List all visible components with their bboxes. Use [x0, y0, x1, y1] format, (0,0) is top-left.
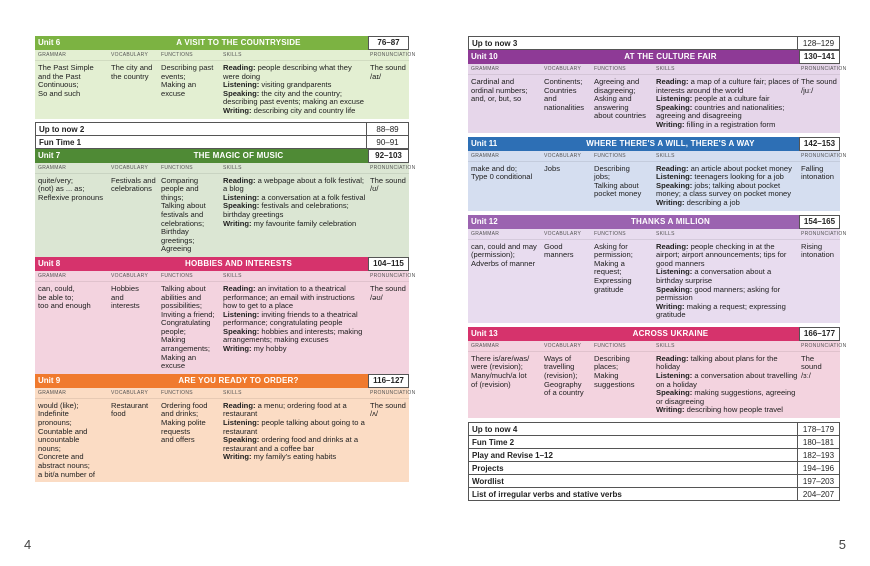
column-header-grammar: GRAMMAR — [38, 272, 67, 279]
column-header-pronunciation: PRONUNCIATION — [801, 342, 847, 349]
skill-line — [223, 285, 368, 311]
unit-row — [35, 282, 409, 374]
vocabulary-text: Good manners — [544, 241, 574, 260]
unit-block — [468, 50, 847, 133]
column-header-skills: SKILLS — [223, 272, 242, 279]
unit-title: ACROSS UKRAINE — [632, 328, 709, 338]
column-header-vocabulary: VOCABULARY — [111, 272, 149, 279]
skill-line — [656, 78, 799, 95]
functions-cell — [592, 165, 654, 208]
toc-entry-label: Play and Revise 1–12 — [472, 451, 553, 461]
column-header-functions: FUNCTIONS — [594, 342, 626, 349]
skill-text: hobbies and interests; making arrangements; making excuses — [223, 326, 363, 345]
skill-text: a menu; ordering food at a restaurant — [223, 400, 347, 419]
toc-entry-label: Fun Time 1 — [39, 137, 82, 147]
vocabulary-text: Continents; Countries and nationalities — [544, 77, 585, 112]
vocabulary-cell — [109, 177, 159, 254]
column-headers — [35, 50, 416, 61]
unit-header[interactable] — [468, 215, 840, 229]
toc-entry-label: Wordlist — [472, 477, 504, 487]
unit-row — [35, 174, 409, 257]
skills-cell — [654, 243, 799, 320]
unit-row — [35, 399, 409, 482]
skill-text: a conversation at a folk festival — [259, 192, 366, 202]
unit-row — [468, 162, 840, 211]
unit-pages: 92–103 — [368, 149, 409, 163]
column-header-grammar: GRAMMAR — [38, 389, 67, 396]
toc-entry[interactable] — [468, 435, 840, 449]
pronunciation-cell — [799, 165, 840, 208]
pronunciation-text: The sound /ʊ/ — [370, 175, 406, 194]
functions-text: Describing past events; Making an excuse — [161, 63, 214, 98]
column-header-skills: SKILLS — [223, 164, 242, 171]
grammar-cell — [35, 177, 109, 254]
toc-entry[interactable] — [468, 448, 840, 462]
skill-label: Reading: — [223, 63, 256, 72]
skill-line — [656, 406, 799, 415]
column-header-vocabulary: VOCABULARY — [544, 230, 582, 237]
column-header-grammar: GRAMMAR — [471, 152, 500, 159]
skill-line — [223, 328, 368, 345]
skill-label: Reading: — [656, 241, 689, 251]
skill-label: Reading: — [656, 353, 689, 363]
skill-text: an invitation to a theatrical performance; an email with instructions how to get to a place — [223, 283, 355, 311]
skills-cell — [654, 165, 799, 208]
column-header-functions: FUNCTIONS — [594, 230, 626, 237]
column-header-pronunciation: PRONUNCIATION — [370, 52, 416, 58]
unit-number: Unit 10 — [471, 52, 498, 61]
column-header-functions: FUNCTIONS — [161, 389, 193, 396]
pronunciation-text: The sound /ʌ/ — [370, 400, 406, 419]
unit-pages: 116–127 — [368, 374, 409, 388]
skill-line — [656, 104, 799, 121]
skill-label: Reading: — [656, 163, 689, 173]
toc-entry-label: Fun Time 2 — [472, 438, 515, 448]
column-header-grammar: GRAMMAR — [471, 230, 500, 237]
skill-line — [656, 199, 799, 208]
column-header-functions: FUNCTIONS — [161, 272, 193, 279]
toc-entry-pages: 178–179 — [797, 423, 839, 435]
unit-row — [35, 61, 409, 119]
pronunciation-cell — [368, 285, 409, 371]
vocabulary-text: The city and the country — [111, 63, 153, 81]
unit-row — [468, 240, 840, 323]
toc-entry[interactable] — [468, 36, 840, 50]
skills-cell — [221, 402, 368, 479]
skill-label: Writing: — [223, 452, 252, 462]
unit-title: A VISIT TO THE COUNTRYSIDE — [176, 38, 301, 47]
skill-label: Writing: — [223, 105, 252, 115]
column-header-functions: FUNCTIONS — [161, 52, 193, 58]
toc-entry-label: Up to now 4 — [472, 425, 518, 435]
column-headers — [468, 341, 847, 352]
skill-line — [656, 286, 799, 303]
unit-pages: 142–153 — [799, 137, 840, 151]
skill-text: filling in a registration form — [684, 119, 776, 129]
skills-cell — [654, 355, 799, 415]
functions-text: Ordering food and drinks; Making polite requests and offers — [161, 400, 208, 445]
grammar-text: make and do; Type 0 conditional — [471, 163, 533, 182]
functions-text: Describing places; Making suggestions — [594, 353, 635, 389]
unit-block — [35, 149, 416, 257]
functions-cell — [592, 78, 654, 130]
skill-text: making a request; expressing gratitude — [656, 301, 786, 320]
unit-block — [35, 36, 416, 119]
skill-text: good manners; asking for permission — [656, 284, 781, 303]
pronunciation-text: The sound /juː/ — [801, 77, 837, 95]
grammar-cell — [35, 402, 109, 479]
unit-title: AT THE CULTURE FAIR — [624, 52, 717, 61]
skill-text: a conversation about a birthday surprise — [656, 267, 772, 285]
skill-text: making suggestions, agreeing or disagreeing — [656, 388, 796, 406]
pronunciation-cell — [368, 177, 409, 254]
skill-label: Reading: — [223, 283, 256, 293]
skill-text: a conversation about travelling on a holiday — [656, 371, 798, 389]
unit-number: Unit 12 — [471, 216, 498, 226]
pronunciation-cell — [799, 78, 840, 130]
toc-entry[interactable] — [35, 135, 409, 149]
grammar-text: Cardinal and ordinal numbers; and, or, but, so — [471, 77, 528, 104]
right-page-contents — [468, 36, 847, 500]
toc-entry-label: List of irregular verbs and stative verbs — [472, 490, 622, 500]
unit-title: ARE YOU READY TO ORDER? — [178, 375, 299, 385]
unit-row — [468, 75, 840, 133]
grammar-text: would (like); Indefinite pronouns; Countable and uncountable nouns; Concrete and abstract nouns; a bit/a number of — [38, 400, 95, 479]
unit-number: Unit 13 — [471, 328, 498, 338]
column-header-vocabulary: VOCABULARY — [111, 52, 149, 58]
skill-text: an article about pocket money — [688, 163, 792, 173]
skill-text: my family's eating habits — [251, 452, 337, 462]
skill-line — [656, 243, 799, 269]
vocabulary-cell — [542, 243, 592, 320]
toc-entry-label: Projects — [472, 464, 504, 474]
column-header-skills: SKILLS — [656, 342, 675, 349]
skill-label: Speaking: — [656, 102, 693, 112]
skill-text: people describing what they were doing — [223, 63, 352, 81]
pronunciation-text: Falling intonation — [801, 163, 834, 182]
column-header-vocabulary: VOCABULARY — [544, 66, 582, 72]
functions-text: Comparing people and things; Talking about festivals and celebrations; Birthday greetings; Agreeing — [161, 175, 206, 254]
pronunciation-text: The sound /ɜː/ — [801, 353, 822, 381]
skill-line — [223, 311, 368, 328]
skill-text: describing city and country life — [251, 105, 356, 115]
functions-cell — [159, 402, 221, 479]
vocabulary-cell — [109, 285, 159, 371]
column-header-functions: FUNCTIONS — [594, 66, 626, 72]
unit-block — [468, 215, 847, 323]
grammar-text: quite/very; (not) as ... as; Reflexive pronouns — [38, 175, 104, 202]
unit-header[interactable] — [468, 50, 840, 64]
page-number-left: 4 — [24, 537, 32, 552]
vocabulary-cell — [109, 64, 159, 116]
skill-text: visiting grandparents — [259, 80, 332, 90]
skill-text: my favourite family celebration — [251, 218, 357, 228]
skill-text: a map of a culture fair; places of interests around the world — [656, 77, 799, 95]
toc-entry-pages: 90–91 — [366, 136, 408, 148]
toc-entry-pages: 128–129 — [797, 37, 839, 49]
pronunciation-cell — [799, 243, 840, 320]
column-header-functions: FUNCTIONS — [161, 164, 193, 171]
column-header-functions: FUNCTIONS — [594, 152, 626, 159]
column-header-grammar: GRAMMAR — [471, 342, 500, 349]
column-header-grammar: GRAMMAR — [38, 164, 67, 171]
toc-entry-pages: 182–193 — [797, 449, 839, 461]
skill-label: Writing: — [656, 405, 685, 415]
column-header-pronunciation: PRONUNCIATION — [801, 230, 847, 237]
grammar-cell — [468, 243, 542, 320]
column-header-pronunciation: PRONUNCIATION — [370, 389, 416, 396]
skill-text: describing how people travel — [684, 405, 783, 415]
unit-pages: 130–141 — [799, 50, 840, 64]
skill-text: jobs; talking about pocket money; a class survey on pocket money — [656, 180, 792, 199]
column-header-vocabulary: VOCABULARY — [544, 342, 582, 349]
skill-line — [223, 177, 368, 194]
skills-cell — [221, 64, 368, 116]
column-header-pronunciation: PRONUNCIATION — [370, 164, 416, 171]
column-header-pronunciation: PRONUNCIATION — [370, 272, 416, 279]
skill-label: Writing: — [223, 344, 252, 354]
skill-label: Listening: — [223, 80, 260, 90]
toc-entry-pages: 204–207 — [797, 488, 839, 500]
skills-cell — [221, 285, 368, 371]
skill-text: describing a job — [684, 197, 740, 207]
grammar-cell — [468, 78, 542, 130]
skill-line — [656, 355, 799, 372]
skills-cell — [654, 78, 799, 130]
toc-entry-pages: 194–196 — [797, 462, 839, 474]
functions-cell — [592, 243, 654, 320]
skill-label: Speaking: — [223, 326, 260, 336]
unit-number: Unit 6 — [38, 38, 61, 47]
skill-line — [223, 64, 368, 81]
left-page-contents — [35, 36, 416, 482]
grammar-cell — [468, 355, 542, 415]
column-header-vocabulary: VOCABULARY — [111, 164, 149, 171]
skill-text: talking about plans for the holiday — [656, 353, 778, 372]
unit-header[interactable] — [35, 36, 409, 50]
unit-title: WHERE THERE'S A WILL, THERE'S A WAY — [586, 138, 755, 148]
skill-label: Listening: — [223, 192, 260, 202]
vocabulary-text: Festivals and celebrations — [111, 175, 156, 194]
skill-label: Writing: — [223, 218, 252, 228]
skill-line — [223, 220, 368, 229]
functions-cell — [592, 355, 654, 415]
unit-block — [35, 257, 416, 374]
unit-header[interactable] — [35, 374, 409, 388]
skill-label: Reading: — [223, 175, 256, 185]
vocabulary-cell — [542, 78, 592, 130]
skill-label: Listening: — [223, 309, 260, 319]
vocabulary-cell — [542, 165, 592, 208]
skill-text: my hobby — [251, 344, 287, 354]
toc-entry-pages: 180–181 — [797, 436, 839, 448]
unit-pages: 104–115 — [368, 257, 409, 271]
pronunciation-text: The sound /aɪ/ — [370, 63, 406, 81]
skill-text: people talking about going to a restaurant — [223, 418, 365, 436]
toc-entry[interactable] — [468, 422, 840, 436]
toc-entry[interactable] — [468, 487, 840, 501]
toc-entry[interactable] — [468, 474, 840, 488]
unit-block — [35, 374, 416, 482]
toc-entry[interactable] — [35, 122, 409, 136]
skill-text: teenagers looking for a job — [692, 172, 784, 182]
unit-title: THE MAGIC OF MUSIC — [193, 150, 284, 160]
functions-text: Describing jobs; Talking about pocket money — [594, 163, 642, 199]
skill-line — [223, 402, 368, 419]
toc-entry-pages: 197–203 — [797, 475, 839, 487]
column-header-skills: SKILLS — [223, 389, 242, 396]
column-headers — [468, 229, 847, 240]
unit-block — [468, 137, 847, 211]
unit-header[interactable] — [468, 137, 840, 151]
unit-number: Unit 8 — [38, 258, 61, 268]
grammar-text: can, could, be able to; too and enough — [38, 283, 91, 311]
skill-line — [656, 303, 799, 320]
grammar-text: can, could and may (permission); Adverbs of manner — [471, 241, 537, 268]
skill-line — [656, 121, 799, 130]
skill-label: Listening: — [656, 94, 693, 104]
toc-entry-pages: 88–89 — [366, 123, 408, 135]
skill-label: Speaking: — [223, 435, 260, 445]
skill-line — [656, 268, 799, 285]
column-header-pronunciation: PRONUNCIATION — [801, 152, 847, 159]
skill-line — [656, 372, 799, 389]
skills-cell — [221, 177, 368, 254]
unit-header[interactable] — [468, 327, 840, 341]
unit-header[interactable] — [35, 149, 409, 163]
column-header-vocabulary: VOCABULARY — [111, 389, 149, 396]
vocabulary-text: Hobbies and interests — [111, 283, 140, 311]
skill-label: Speaking: — [223, 201, 260, 211]
skill-text: people at a culture fair — [692, 94, 770, 104]
skill-line — [223, 453, 368, 462]
functions-cell — [159, 285, 221, 371]
column-header-grammar: GRAMMAR — [471, 66, 500, 72]
skill-line — [223, 107, 368, 116]
toc-entry-label: Up to now 2 — [39, 124, 85, 134]
skill-label: Listening: — [656, 267, 693, 277]
unit-number: Unit 11 — [471, 138, 498, 148]
skill-label: Speaking: — [223, 88, 260, 98]
column-header-skills: SKILLS — [656, 152, 675, 159]
skill-label: Speaking: — [656, 180, 693, 190]
page-number-right: 5 — [838, 537, 846, 552]
column-header-vocabulary: VOCABULARY — [544, 152, 582, 159]
pronunciation-cell — [799, 355, 840, 415]
pronunciation-text: The sound /əʊ/ — [370, 283, 406, 302]
unit-pages: 76–87 — [368, 36, 409, 50]
column-headers — [468, 151, 847, 162]
skill-label: Listening: — [223, 418, 260, 428]
functions-text: Asking for permission; Making a request; Expressing gratitude — [594, 241, 633, 294]
toc-entry-label: Up to now 3 — [472, 39, 518, 48]
unit-pages: 154–165 — [799, 215, 840, 229]
vocabulary-text: Restaurant food — [111, 400, 149, 419]
skill-line — [656, 389, 799, 406]
unit-row — [468, 352, 840, 418]
skill-label: Speaking: — [656, 388, 693, 398]
toc-entry[interactable] — [468, 461, 840, 475]
unit-header[interactable] — [35, 257, 409, 271]
grammar-cell — [468, 165, 542, 208]
vocabulary-cell — [542, 355, 592, 415]
skill-label: Listening: — [656, 172, 693, 182]
column-headers — [468, 64, 847, 75]
unit-title: HOBBIES AND INTERESTS — [184, 258, 293, 268]
grammar-text: The Past Simple and the Past Continuous; So and such — [38, 63, 94, 98]
column-header-grammar: GRAMMAR — [38, 52, 67, 58]
skill-line — [223, 90, 368, 107]
skill-line — [223, 436, 368, 453]
skill-label: Writing: — [656, 301, 685, 311]
skill-line — [223, 345, 368, 354]
pronunciation-cell — [368, 64, 409, 116]
pronunciation-cell — [368, 402, 409, 479]
skill-label: Speaking: — [656, 284, 693, 294]
vocabulary-text: Jobs — [544, 163, 561, 173]
functions-cell — [159, 177, 221, 254]
skill-text: the city and the country; describing past events; making an excuse — [223, 88, 364, 107]
skill-text: festivals and celebrations; birthday greetings — [223, 201, 349, 219]
unit-number: Unit 9 — [38, 375, 61, 385]
column-headers — [35, 271, 416, 282]
skill-label: Listening: — [656, 371, 693, 381]
skill-line — [223, 419, 368, 436]
functions-text: Talking about abilities and possibilities; Inviting a friend; Congratulating people; Making arrangements; Making an excuse — [161, 283, 215, 371]
column-header-skills: SKILLS — [223, 52, 242, 58]
skill-label: Writing: — [656, 119, 685, 129]
column-header-pronunciation: PRONUNCIATION — [801, 66, 847, 72]
column-header-skills: SKILLS — [656, 230, 675, 237]
column-header-skills: SKILLS — [656, 66, 675, 72]
unit-number: Unit 7 — [38, 150, 61, 160]
unit-pages: 166–177 — [799, 327, 840, 341]
unit-title: THANKS A MILLION — [630, 216, 711, 226]
grammar-text: There is/are/was/ were (revision); Many/much/a lot of (revision) — [471, 353, 530, 389]
skill-text: countries and nationalities; agreeing and disagreeing — [656, 102, 785, 121]
pronunciation-text: Rising intonation — [801, 241, 834, 260]
skill-text: ordering food and drinks at a restaurant and a coffee bar — [223, 435, 359, 453]
skill-label: Reading: — [223, 400, 256, 410]
skill-text: people checking in at the airport; airport announcements; tips for good manners — [656, 241, 787, 268]
unit-block — [468, 327, 847, 418]
skill-line — [223, 202, 368, 219]
column-headers — [35, 163, 416, 174]
functions-cell — [159, 64, 221, 116]
grammar-cell — [35, 285, 109, 371]
grammar-cell — [35, 64, 109, 116]
skill-text: inviting friends to a theatrical performance; congratulating people — [223, 309, 358, 328]
skill-text: a webpage about a folk festival; a blog — [223, 175, 364, 194]
vocabulary-text: Ways of travelling (revision); Geography of a country — [544, 353, 584, 398]
skill-line — [656, 182, 799, 199]
vocabulary-cell — [109, 402, 159, 479]
skill-label: Writing: — [656, 197, 685, 207]
column-headers — [35, 388, 416, 399]
skill-label: Reading: — [656, 77, 689, 86]
functions-text: Agreeing and disagreeing; Asking and answering about countries — [594, 77, 646, 121]
